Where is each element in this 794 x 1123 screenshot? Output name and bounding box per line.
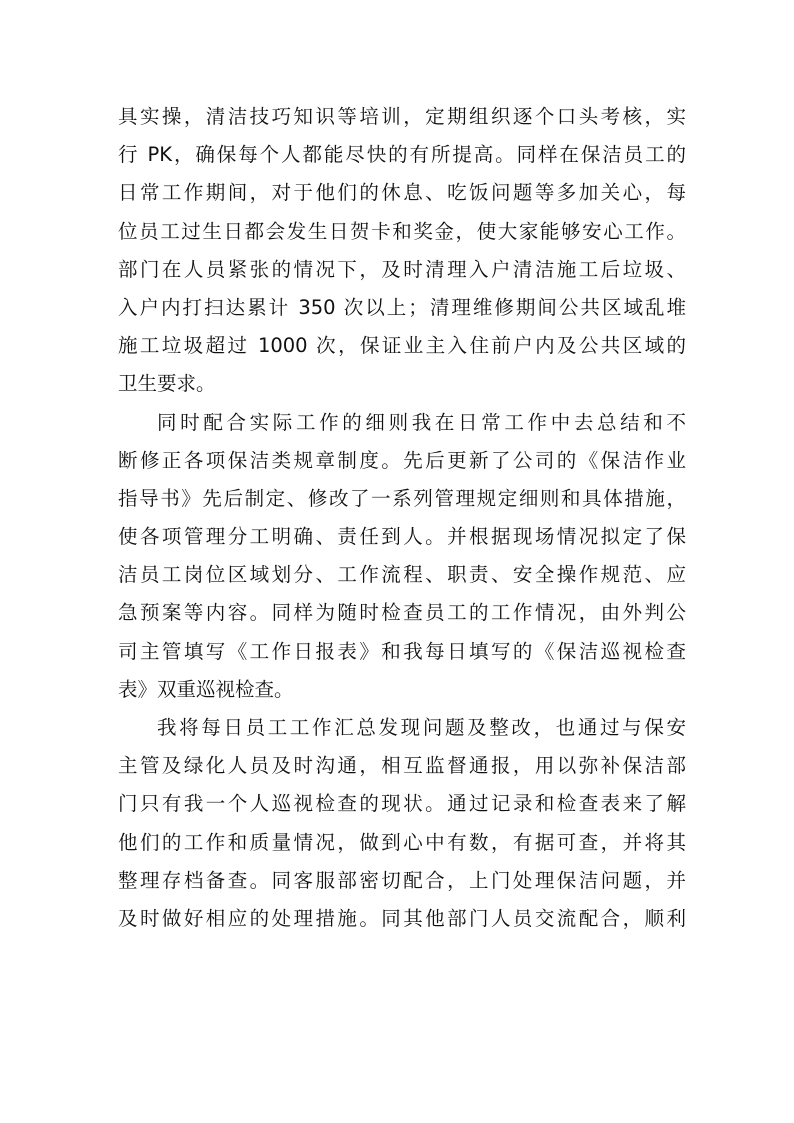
text-line: 他们的工作和质量情况，做到心中有数，有据可查，并将其	[118, 830, 686, 854]
text-line: 使各项管理分工明确、责任到人。并根据现场情况拟定了保	[118, 525, 686, 549]
text-line: 行 PK，确保每个人都能尽快的有所提高。同样在保洁员工的	[118, 143, 686, 167]
text-line: 断修正各项保洁类规章制度。先后更新了公司的《保洁作业	[118, 448, 686, 472]
text-line: 卫生要求。	[118, 372, 216, 396]
text-line: 具实操，清洁技巧知识等培训，定期组织逐个口头考核，实	[118, 105, 686, 128]
text-line: 急预案等内容。同样为随时检查员工的工作情况，由外判公	[118, 601, 686, 625]
text-line: 司主管填写《工作日报表》和我每日填写的《保洁巡视检查	[118, 639, 686, 663]
text-line: 入户内打扫达累计 350 次以上；清理维修期间公共区域乱堆	[118, 295, 686, 319]
paragraph-first-line: 同时配合实际工作的细则我在日常工作中去总结和不	[157, 410, 686, 434]
text-line: 主管及绿化人员及时沟通，相互监督通报，用以弥补保洁部	[118, 754, 686, 778]
text-line: 施工垃圾超过 1000 次，保证业主入住前户内及公共区域的	[118, 334, 686, 358]
text-line: 指导书》先后制定、修改了一系列管理规定细则和具体措施，	[118, 486, 686, 510]
paragraph-first-line: 我将每日员工工作汇总发现问题及整改，也通过与保安	[157, 716, 686, 739]
text-line: 表》双重巡视检查。	[118, 677, 294, 701]
text-line: 洁员工岗位区域划分、工作流程、职责、安全操作规范、应	[118, 563, 686, 587]
document-body	[118, 98, 686, 938]
text-line: 及时做好相应的处理措施。同其他部门人员交流配合，顺利	[118, 906, 686, 930]
text-line: 整理存档备查。同客服部密切配合，上门处理保洁问题，并	[118, 868, 686, 892]
text-line: 部门在人员紧张的情况下，及时清理入户清洁施工后垃圾、	[118, 257, 686, 281]
text-line: 日常工作期间，对于他们的休息、吃饭问题等多加关心，每	[118, 181, 686, 205]
text-line: 位员工过生日都会发生日贺卡和奖金，使大家能够安心工作。	[118, 219, 686, 243]
text-line: 门只有我一个人巡视检查的现状。通过记录和检查表来了解	[118, 792, 686, 816]
